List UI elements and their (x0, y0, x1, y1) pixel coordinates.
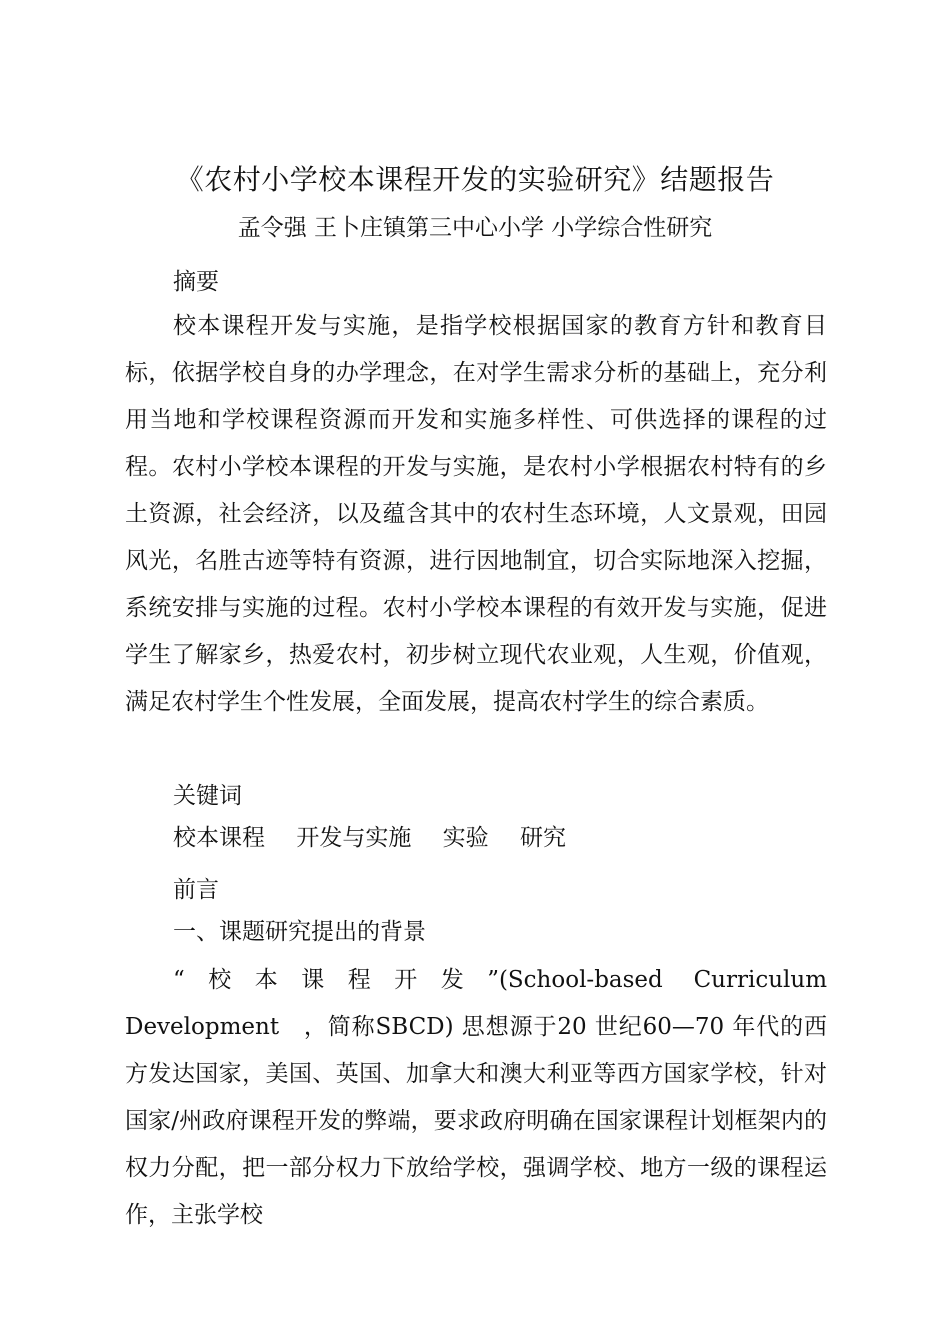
keyword-item: 校本课程 (173, 825, 265, 851)
keywords-heading: 关键词 (173, 783, 242, 809)
section-heading-background: 一、课题研究提出的背景 (173, 919, 426, 945)
abstract-heading: 摘要 (173, 269, 219, 295)
author-byline: 孟令强 王卜庄镇第三中心小学 小学综合性研究 (237, 215, 713, 241)
background-paragraph: “校本课程开发”(School-based Curriculum Development ，简称SBCD) 思想源于20 世纪60—70 年代的西方发达国家，美国、英国、加拿大和澳大利亚等西方国家学校，针对国家/州政府课程开发的弊端，要求政府明确在国家课程计划框架内的权力分配，把一部分权力下放给学校，强调学校、地方一级的课程运作，主张学校 (125, 967, 827, 1228)
keyword-item: 实验 (442, 825, 489, 851)
keywords-list (173, 820, 590, 856)
keyword-item: 研究 (519, 825, 566, 851)
document-title: 《农村小学校本课程开发的实验研究》结题报告 (175, 163, 775, 196)
keyword-item: 开发与实施 (296, 825, 412, 851)
preface-heading: 前言 (173, 877, 219, 903)
abstract-paragraph: 校本课程开发与实施，是指学校根据国家的教育方针和教育目标，依据学校自身的办学理念，在对学生需求分析的基础上，充分利用当地和学校课程资源而开发和实施多样性、可供选择的课程的过程。农村小学校本课程的开发与实施，是农村小学根据农村特有的乡土资源，社会经济，以及蕴含其中的农村生态环境，人文景观，田园风光，名胜古迹等特有资源，进行因地制宜，切合实际地深入挖掘，系统安排与实施的过程。农村小学校本课程的有效开发与实施，促进学生了解家乡，热爱农村，初步树立现代农业观，人生观，价值观，满足农村学生个性发展，全面发展，提高农村学生的综合素质。 (125, 313, 827, 715)
